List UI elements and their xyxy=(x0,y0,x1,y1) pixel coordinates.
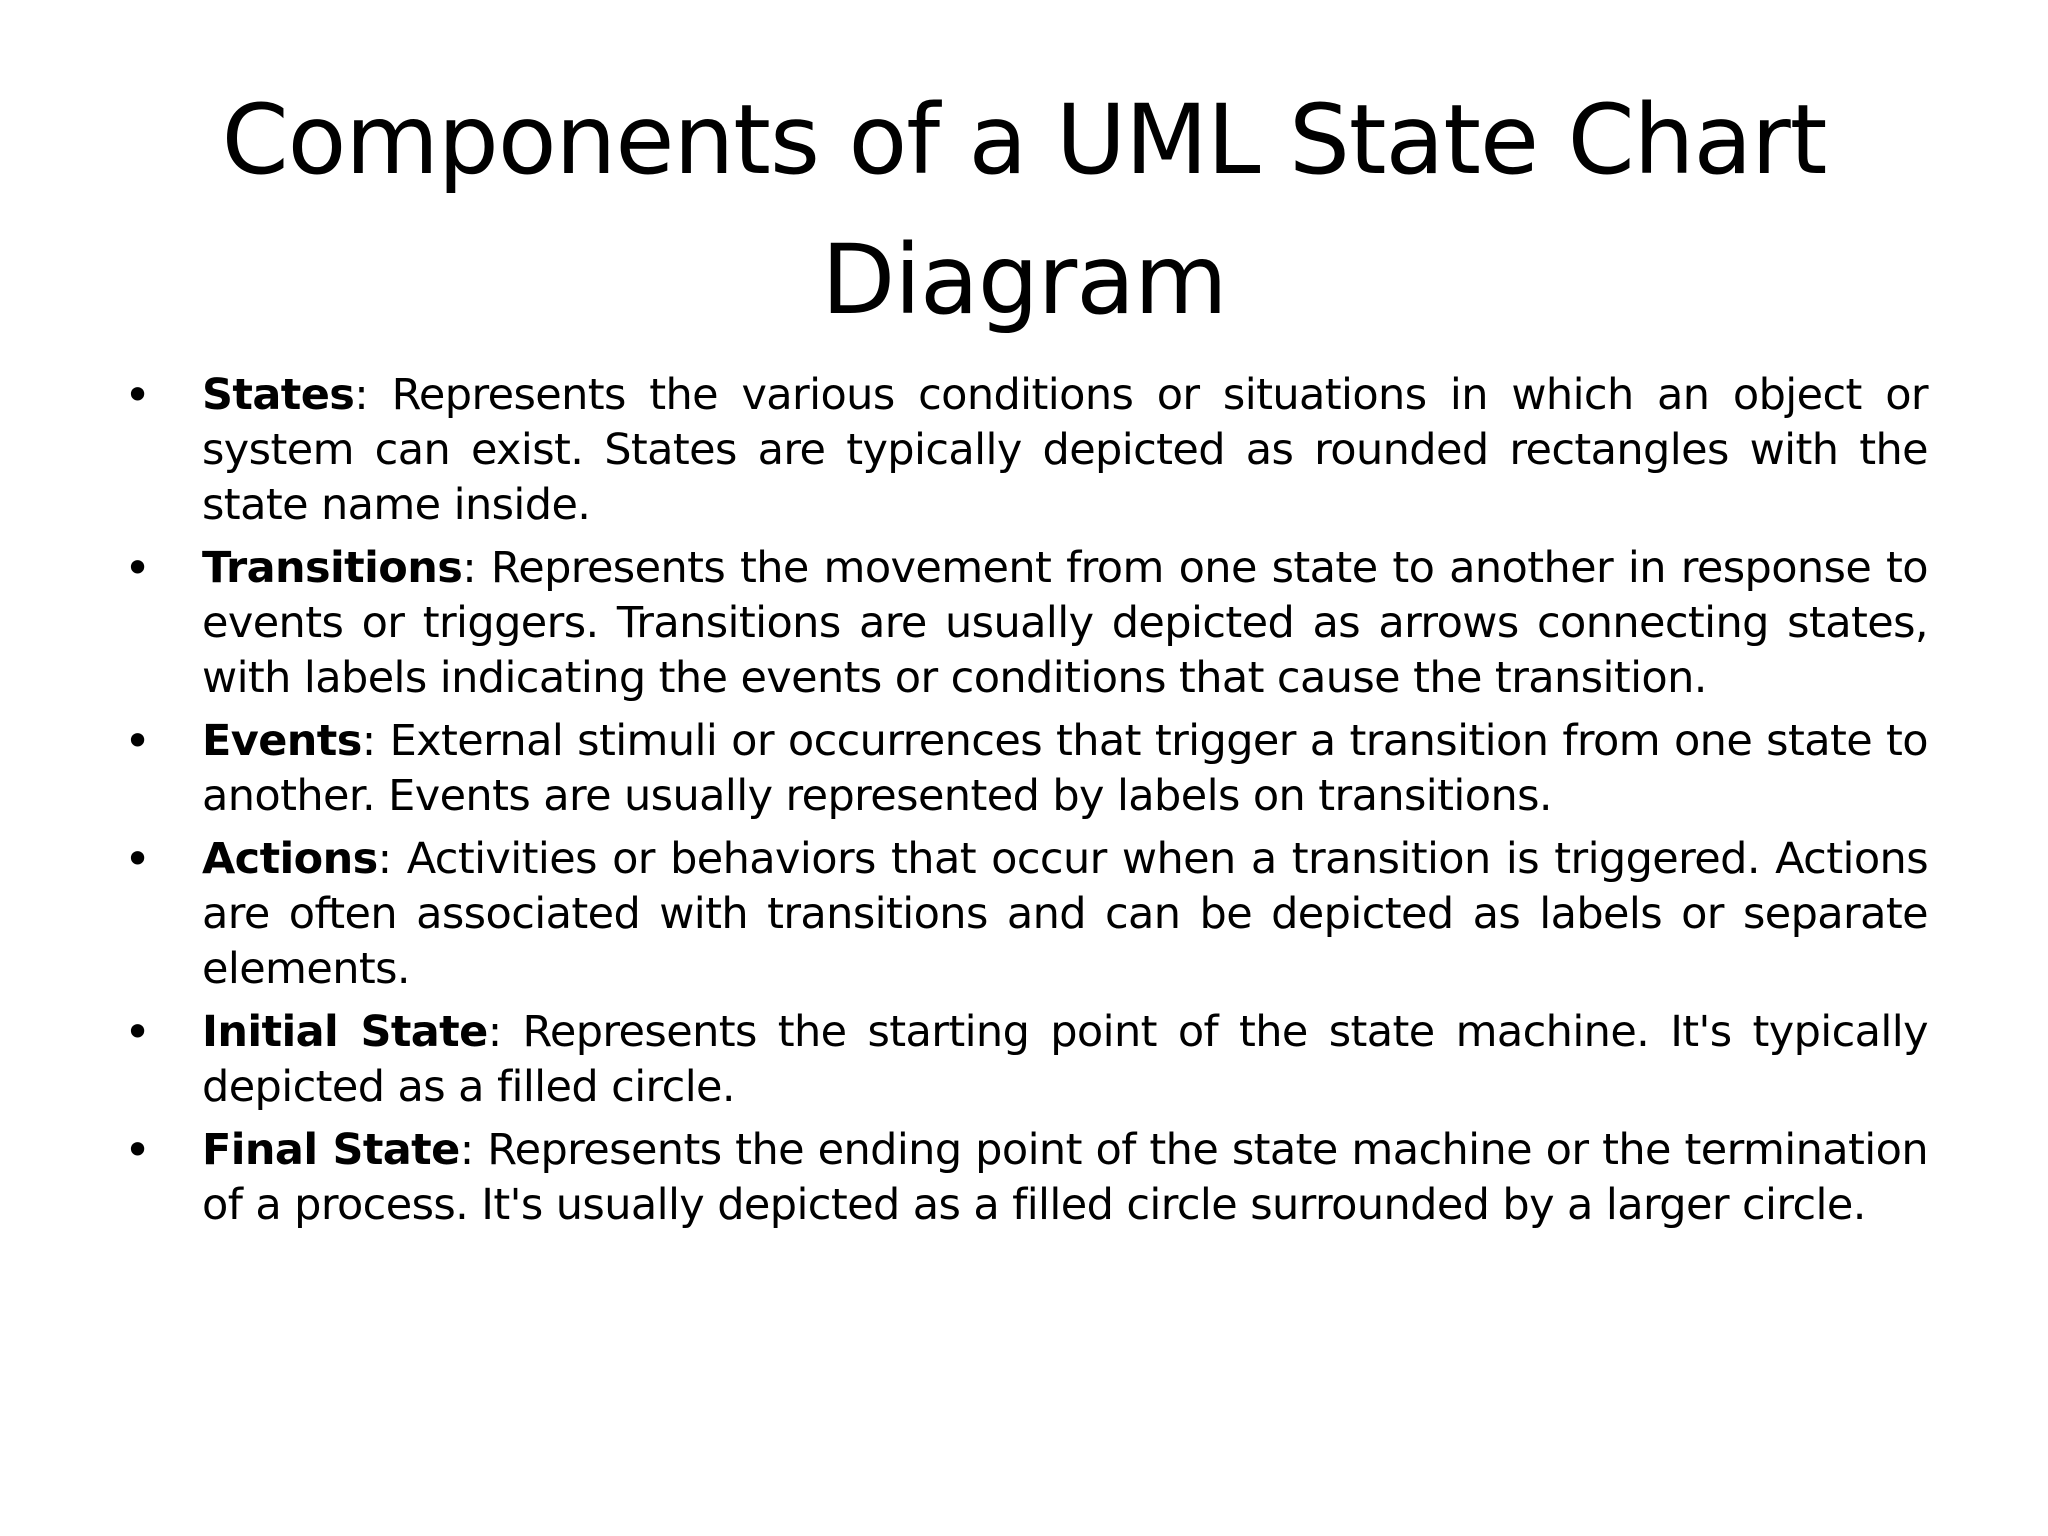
bullet-term: Actions xyxy=(202,834,378,884)
bullet-description: : Represents the starting point of the state machine. It's typically depicted as a filled circle. xyxy=(202,1007,1928,1112)
bullet-text xyxy=(202,832,1928,997)
bullet-description: : Represents the various conditions or situations in which an object or system can exist. States are typically depicted as rounded rectangles with the state name inside. xyxy=(202,370,1928,530)
bullet-item-actions xyxy=(0,832,2048,997)
bullet-term: States xyxy=(202,370,355,420)
bullet-dot-icon: • xyxy=(124,1123,152,1177)
bullet-text xyxy=(202,541,1928,706)
bullet-text xyxy=(202,368,1928,533)
bullet-term: Events xyxy=(202,716,362,766)
bullet-term: Final State xyxy=(202,1125,460,1175)
bullet-text xyxy=(202,1005,1928,1115)
bullet-dot-icon: • xyxy=(124,368,152,422)
bullet-dot-icon: • xyxy=(124,1005,152,1059)
bullet-text xyxy=(202,714,1928,824)
slide-title: Components of a UML State Chart Diagram xyxy=(221,84,1827,336)
bullet-item-events xyxy=(0,714,2048,824)
bullet-item-initial-state xyxy=(0,1005,2048,1115)
bullet-dot-icon: • xyxy=(124,714,152,768)
bullet-item-states xyxy=(0,368,2048,533)
bullet-term: Transitions xyxy=(202,543,463,593)
bullet-term: Initial State xyxy=(202,1007,488,1057)
bullet-dot-icon: • xyxy=(124,832,152,886)
bullet-item-final-state xyxy=(0,1123,2048,1233)
bullet-description: : External stimuli or occurrences that trigger a transition from one state to another. Events are usually represented by labels on transitions. xyxy=(202,716,1928,821)
bullet-dot-icon: • xyxy=(124,541,152,595)
bullet-description: : Represents the movement from one state to another in response to events or triggers. Transitions are usually depicted as arrows connecting states, with labels indicating the events or conditions that cause the transition. xyxy=(202,543,1928,703)
bullet-text xyxy=(202,1123,1928,1233)
bullet-item-transitions xyxy=(0,541,2048,706)
bullet-list xyxy=(0,368,2048,1241)
bullet-description: : Activities or behaviors that occur when a transition is triggered. Actions are often associated with transitions and can be depicted as labels or separate elements. xyxy=(202,834,1928,994)
bullet-description: : Represents the ending point of the state machine or the termination of a process. It's usually depicted as a filled circle surrounded by a larger circle. xyxy=(202,1125,1928,1230)
